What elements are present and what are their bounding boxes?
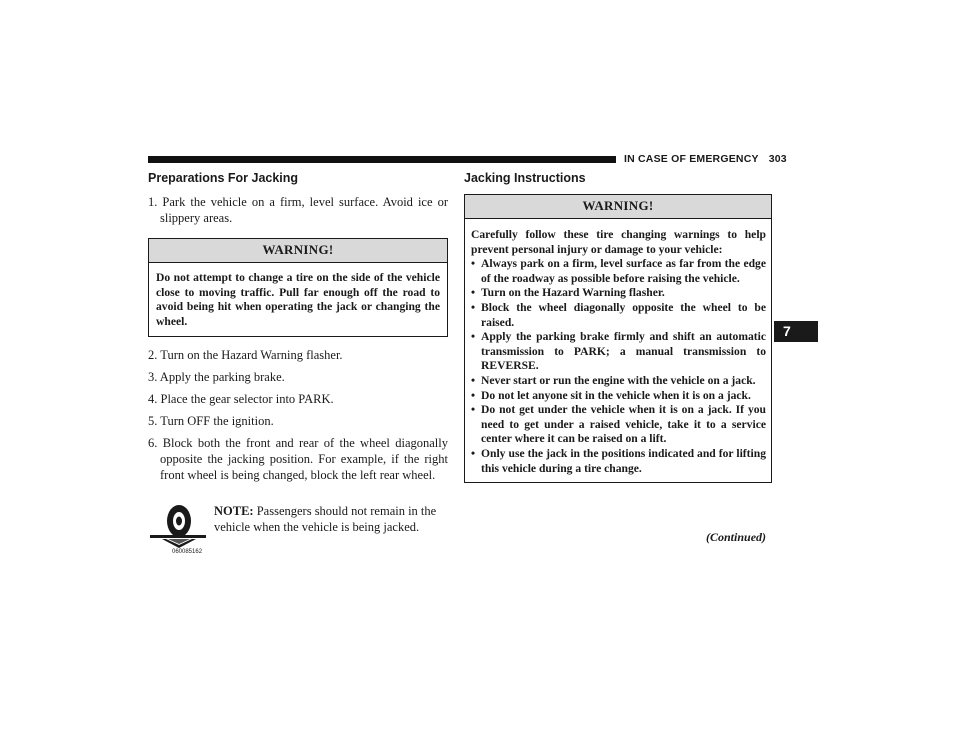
bullet-icon: • — [471, 388, 476, 402]
step-3: 3. Apply the parking brake. — [148, 370, 285, 385]
preparations-heading: Preparations For Jacking — [148, 171, 299, 185]
running-header — [624, 153, 787, 165]
list-item: • Apply the parking brake firmly and shift an automatic transmission to PARK; a manual transmission to REVERSE. — [471, 330, 766, 373]
bullet-icon: • — [471, 286, 476, 300]
step-6: 6. Block both the front and rear of the wheel diagonally opposite the jacking position. For example, if the right front wheel is being changed, block the left rear wheel. — [148, 436, 448, 483]
bullet-icon: • — [471, 330, 476, 344]
warning-intro: Carefully follow these tire changing warnings to help prevent personal injury or damage to your vehicle: — [471, 228, 766, 256]
warning-text: Do not attempt to change a tire on the side of the vehicle close to moving traffic. Pull far enough off the road to avoid being hit when operating the jack or changing the wheel. — [156, 271, 440, 328]
chapter-tab[interactable]: 7 — [774, 321, 818, 342]
warning-box-jacking — [464, 194, 772, 483]
list-item: • Block the wheel diagonally opposite the wheel to be raised. — [471, 300, 766, 329]
bullet-icon: • — [471, 373, 476, 387]
list-item: • Only use the jack in the positions indicated and for lifting this vehicle during a tire change. — [471, 446, 766, 475]
left-column — [148, 171, 448, 559]
list-item: • Always park on a firm, level surface as far from the edge of the roadway as possible before raising the vehicle. — [471, 257, 766, 285]
note-text-block — [214, 501, 448, 559]
page-number: 303 — [768, 153, 787, 165]
note-body: Passengers should not remain in the vehicle when the vehicle is being jacked. — [214, 504, 437, 535]
wheel-chock-icon — [148, 501, 208, 559]
list-item: • Never start or run the engine with the vehicle on a jack. — [471, 373, 756, 387]
right-column — [464, 171, 772, 493]
note-label: NOTE: — [214, 504, 254, 519]
warning-box-traffic — [148, 238, 448, 337]
list-item: • Do not get under the vehicle when it is on a jack. If you need to get under a raised vehicle, take it to a service center where it can be raised on a lift. — [471, 403, 766, 446]
bullet-icon: • — [471, 300, 476, 314]
image-code: 060085162 — [172, 549, 203, 556]
note-block — [148, 501, 448, 559]
warning-title: WARNING! — [465, 195, 771, 219]
jacking-heading: Jacking Instructions — [464, 171, 586, 185]
step-4: 4. Place the gear selector into PARK. — [148, 392, 334, 407]
header-section: IN CASE OF EMERGENCY — [624, 153, 759, 165]
bullet-icon: • — [471, 403, 476, 417]
step-5: 5. Turn OFF the ignition. — [148, 414, 274, 429]
step-1: 1. Park the vehicle on a firm, level surface. Avoid ice or slippery areas. — [148, 195, 448, 225]
bullet-icon: • — [471, 446, 476, 460]
header-rule — [148, 156, 616, 163]
warning-body — [465, 219, 771, 482]
warning-title: WARNING! — [149, 239, 447, 263]
list-item: • Turn on the Hazard Warning flasher. — [471, 286, 665, 300]
continued-label: (Continued) — [706, 530, 767, 544]
step-2: 2. Turn on the Hazard Warning flasher. — [148, 348, 343, 363]
bullet-icon: • — [471, 257, 476, 271]
list-item: • Do not let anyone sit in the vehicle when it is on a jack. — [471, 388, 751, 402]
